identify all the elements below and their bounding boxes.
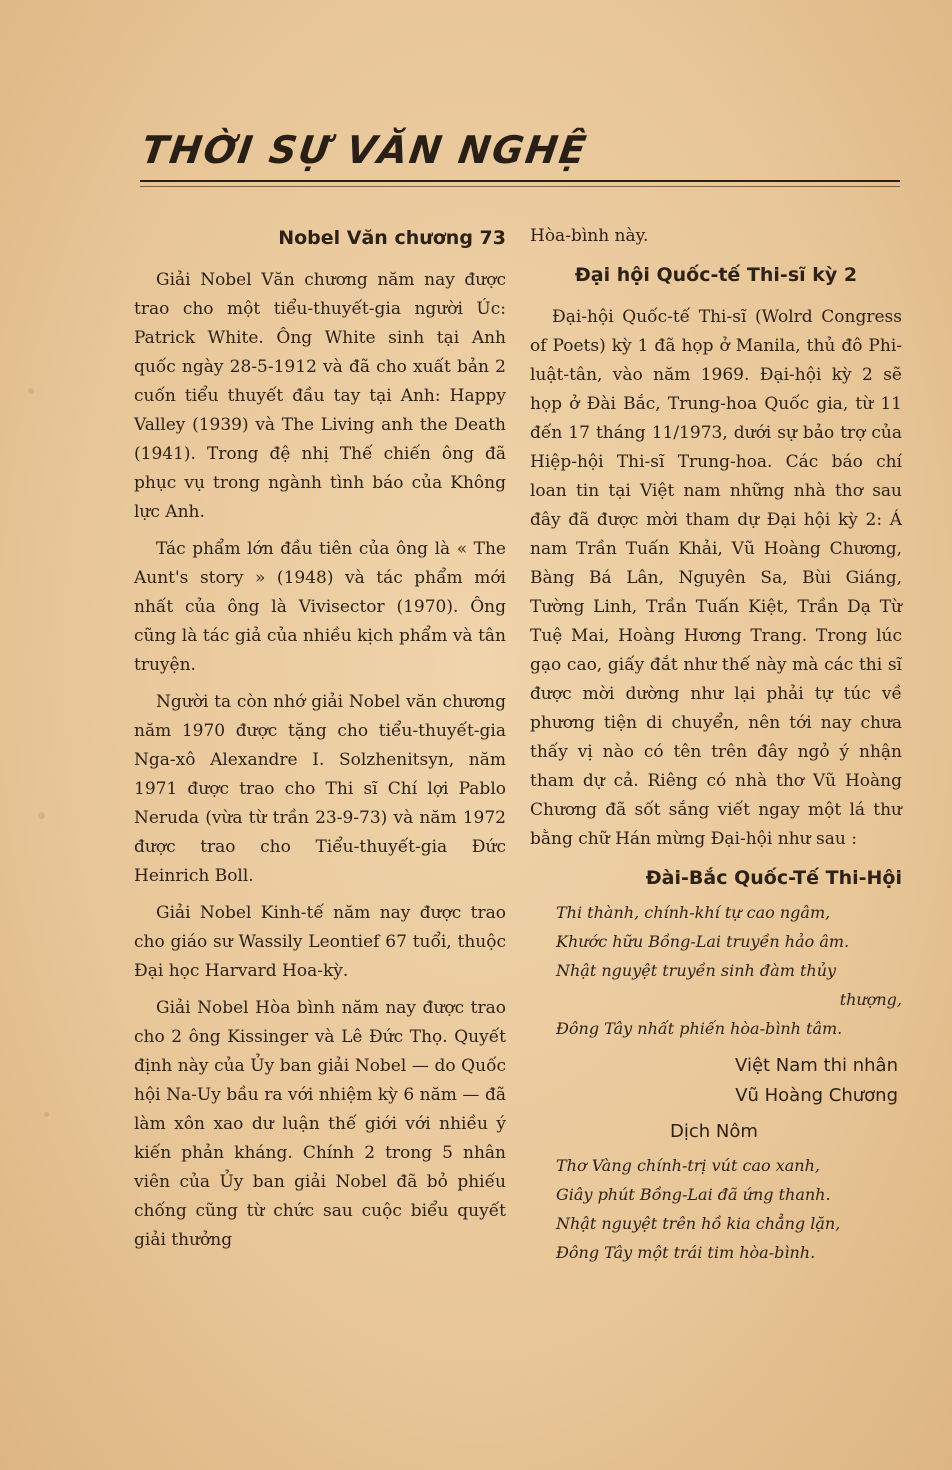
paper-spot — [44, 1112, 49, 1117]
poem-line: Nhật nguyệt truyền sinh đàm thủy — [556, 961, 837, 980]
paragraph: Tác phẩm lớn đầu tiên của ông là « The Aunt's story » (1948) và tác phẩm mới nhất của ông là Vivisector (1970). Ông cũng là tác giả của nhiều kịch phẩm và tân truyện. — [134, 539, 506, 675]
paper-spot — [38, 812, 45, 819]
poem-line: Nhật nguyệt trên hồ kia chẳng lặn, — [556, 1214, 841, 1233]
title-rule — [140, 180, 900, 182]
paragraph: Đại-hội Quốc-tế Thi-sĩ (Wolrd Congress of Poets) kỳ 1 đã họp ở Manila, thủ đô Phi-luật-tân, vào năm 1969. Đại-hội kỳ 2 sẽ họp ở Đài Bắc, Trung-hoa Quốc gia, từ 11 đến 17 tháng 11/1973, dưới sự bảo trợ của Hiệp-hội Thi-sĩ Trung-hoa. Các báo chí loan tin tại Việt nam những nhà thơ sau đây đã được mời tham dự Đại hội kỳ 2: Á nam Trần Tuấn Khải, Vũ Hoàng Chương, Bàng Bá Lân, Nguyên Sa, Bùi Giáng, Tường Linh, Trần Tuấn Kiệt, Trần Dạ Từ Tuệ Mai, Hoàng Hương Trang. Trong lúc gạo cao, giấy đắt như thế này mà các thi sĩ được mời dường như lại phải tự túc về phương tiện di chuyển, nên tới nay chưa thấy vị nào có tên trên đây ngỏ ý nhận tham dự cả. Riêng có nhà thơ Vũ Hoàng Chương đã sốt sắng viết ngay một lá thư bằng chữ Hán mừng Đại-hội như sau : — [530, 307, 902, 849]
poem-line: Thi thành, chính-khí tự cao ngâm, — [556, 903, 831, 922]
poem-chinese — [556, 898, 902, 1043]
paragraph: Người ta còn nhớ giải Nobel văn chương năm 1970 được tặng cho tiểu-thuyết-gia Nga-xô Alexandre I. Solzhenitsyn, năm 1971 được trao cho Thi sĩ Chí lợi Pablo Neruda (vừa từ trần 23-9-73) và năm 1972 được trao cho Tiểu-thuyết-gia Đức Heinrich Boll. — [134, 692, 506, 886]
left-column — [134, 222, 506, 1263]
signature-name: Vũ Hoàng Chương — [735, 1085, 898, 1106]
poem-translation — [556, 1151, 902, 1267]
article-heading-nobel: Nobel Văn chương 73 — [278, 227, 506, 249]
translation-label: Dịch Nôm — [670, 1121, 758, 1142]
poem-line: Thơ Vàng chính-trị vút cao xanh, — [556, 1156, 820, 1175]
poem-line: Đông Tây nhất phiến hòa-bình tâm. — [556, 1019, 843, 1038]
poem-line: Giây phút Bồng-Lai đã ứng thanh. — [556, 1185, 831, 1204]
paragraph: Giải Nobel Kinh-tế năm nay được trao cho giáo sư Wassily Leontief 67 tuổi, thuộc Đại học Harvard Hoa-kỳ. — [134, 903, 506, 981]
paragraph: Giải Nobel Hòa bình năm nay được trao cho 2 ông Kissinger và Lê Đức Thọ. Quyết định này của Ủy ban giải Nobel — do Quốc hội Na-Uy bầu ra với nhiệm kỳ 6 năm — đã làm xôn xao dư luận thế giới với nhiều ý kiến phản kháng. Chính 2 trong 5 nhân viên của Ủy ban giải Nobel đã bỏ phiếu chống cũng từ chức sau cuộc biểu quyết giải thưởng — [134, 998, 506, 1250]
poem-line: thượng, — [839, 990, 902, 1009]
right-column — [530, 222, 902, 1275]
section-title: THỜI SỰ VĂN NGHỆ — [138, 128, 591, 172]
poem-line: Khước hữu Bồng-Lai truyền hảo âm. — [556, 932, 850, 951]
title-rule-thin — [140, 186, 900, 187]
article-heading-congress: Đại hội Quốc-tế Thi-sĩ kỳ 2 — [574, 264, 858, 286]
paragraph-continuation: Hòa-bình này. — [530, 226, 649, 246]
paper-spot — [28, 388, 34, 394]
paragraph: Giải Nobel Văn chương năm nay được trao cho một tiểu-thuyết-gia người Úc: Patrick White. Ông White sinh tại Anh quốc ngày 28-5-1912 và đã cho xuất bản 2 cuốn tiểu thuyết đầu tay tại Anh: Happy Valley (1939) và The Living anh the Death (1941). Trong đệ nhị Thế chiến ông đã phục vụ trong ngành tình báo của Không lực Anh. — [134, 270, 506, 522]
poem-title: Đài-Bắc Quốc-Tế Thi-Hội — [645, 867, 902, 889]
signature-line: Việt Nam thi nhân — [735, 1055, 898, 1076]
poem-line: Đông Tây một trái tim hòa-bình. — [556, 1243, 816, 1262]
